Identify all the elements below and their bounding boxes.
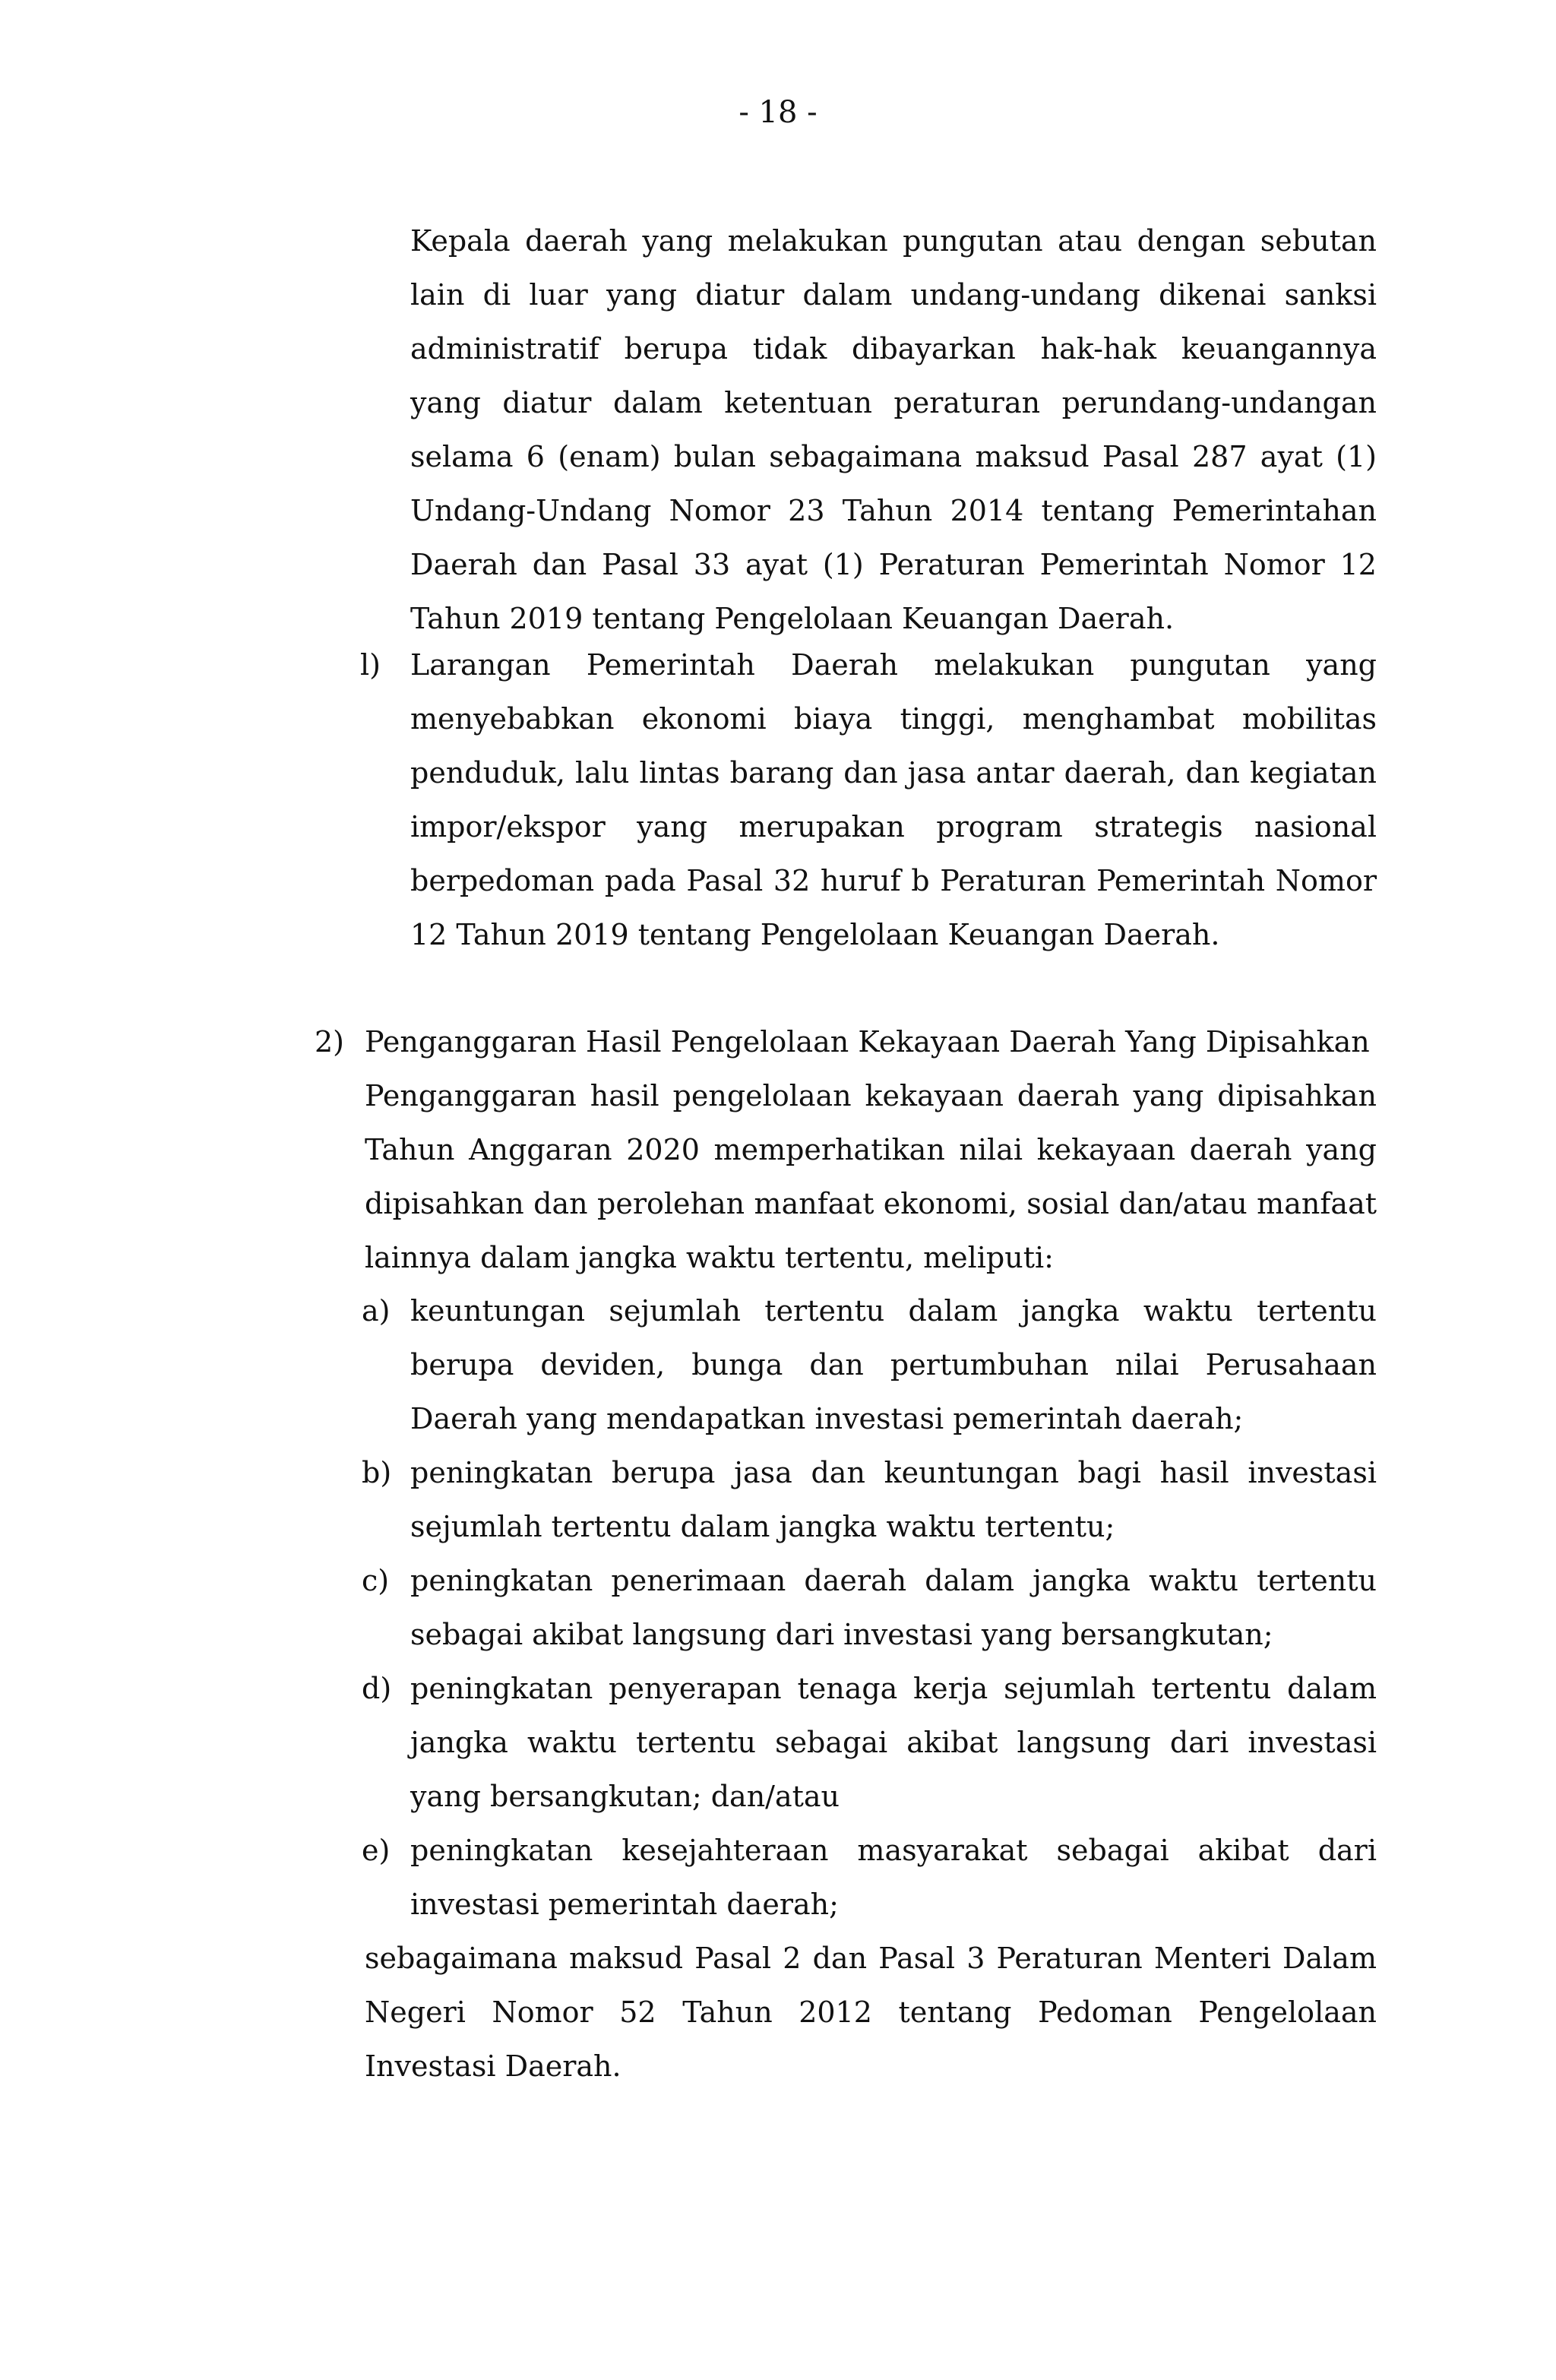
list-item-text: peningkatan kesejahteraan masyarakat sebagai akibat dari investasi pemerintah daerah;	[410, 1834, 1377, 1921]
list-item-label: l)	[360, 648, 381, 682]
section-title: Penganggaran Hasil Pengelolaan Kekayaan Daerah Yang Dipisahkan	[365, 1025, 1370, 1059]
section-closing: sebagaimana maksud Pasal 2 dan Pasal 3 Peraturan Menteri Dalam Negeri Nomor 52 Tahun 2012 tentang Pedoman Pengelolaan Investasi Daerah.	[365, 1942, 1377, 2083]
list-item-text: peningkatan penerimaan daerah dalam jangka waktu tertentu sebagai akibat langsung dari investasi yang bersangkutan;	[410, 1564, 1377, 1651]
list-item-label: c)	[362, 1564, 390, 1597]
section-number: 2)	[315, 1025, 345, 1059]
list-item-label: b)	[362, 1456, 392, 1489]
list-item-label: d)	[362, 1672, 392, 1705]
list-item-label: e)	[362, 1834, 391, 1867]
continuation-paragraph: Kepala daerah yang melakukan pungutan atau dengan sebutan lain di luar yang diatur dalam undang-undang dikenai sanksi administratif berupa tidak dibayarkan hak-hak keuangannya yang diatur dalam ketentuan peraturan perundang-undangan selama 6 (enam) bulan sebagaimana maksud Pasal 287 ayat (1) Undang-Undang Nomor 23 Tahun 2014 tentang Pemerintahan Daerah dan Pasal 33 ayat (1) Peraturan Pemerintah Nomor 12 Tahun 2019 tentang Pengelolaan Keuangan Daerah.	[410, 224, 1377, 635]
section-intro: Penganggaran hasil pengelolaan kekayaan daerah yang dipisahkan Tahun Anggaran 2020 memperhatikan nilai kekayaan daerah yang dipisahkan dan perolehan manfaat ekonomi, sosial dan/atau manfaat lainnya dalam jangka waktu tertentu, meliputi:	[365, 1079, 1377, 1274]
page-number: - 18 -	[738, 95, 818, 130]
list-item-text: keuntungan sejumlah tertentu dalam jangka waktu tertentu berupa deviden, bunga dan pertumbuhan nilai Perusahaan Daerah yang mendapatkan investasi pemerintah daerah;	[410, 1294, 1377, 1435]
list-item-label: a)	[362, 1294, 391, 1328]
list-item-text: peningkatan penyerapan tenaga kerja sejumlah tertentu dalam jangka waktu tertentu sebagai akibat langsung dari investasi yang bersangkutan; dan/atau	[410, 1672, 1377, 1813]
list-item-text: Larangan Pemerintah Daerah melakukan pungutan yang menyebabkan ekonomi biaya tinggi, menghambat mobilitas penduduk, lalu lintas barang dan jasa antar daerah, dan kegiatan impor/ekspor yang merupakan program strategis nasional berpedoman pada Pasal 32 huruf b Peraturan Pemerintah Nomor 12 Tahun 2019 tentang Pengelolaan Keuangan Daerah.	[410, 648, 1377, 951]
list-item-text: peningkatan berupa jasa dan keuntungan bagi hasil investasi sejumlah tertentu dalam jangka waktu tertentu;	[410, 1456, 1377, 1543]
